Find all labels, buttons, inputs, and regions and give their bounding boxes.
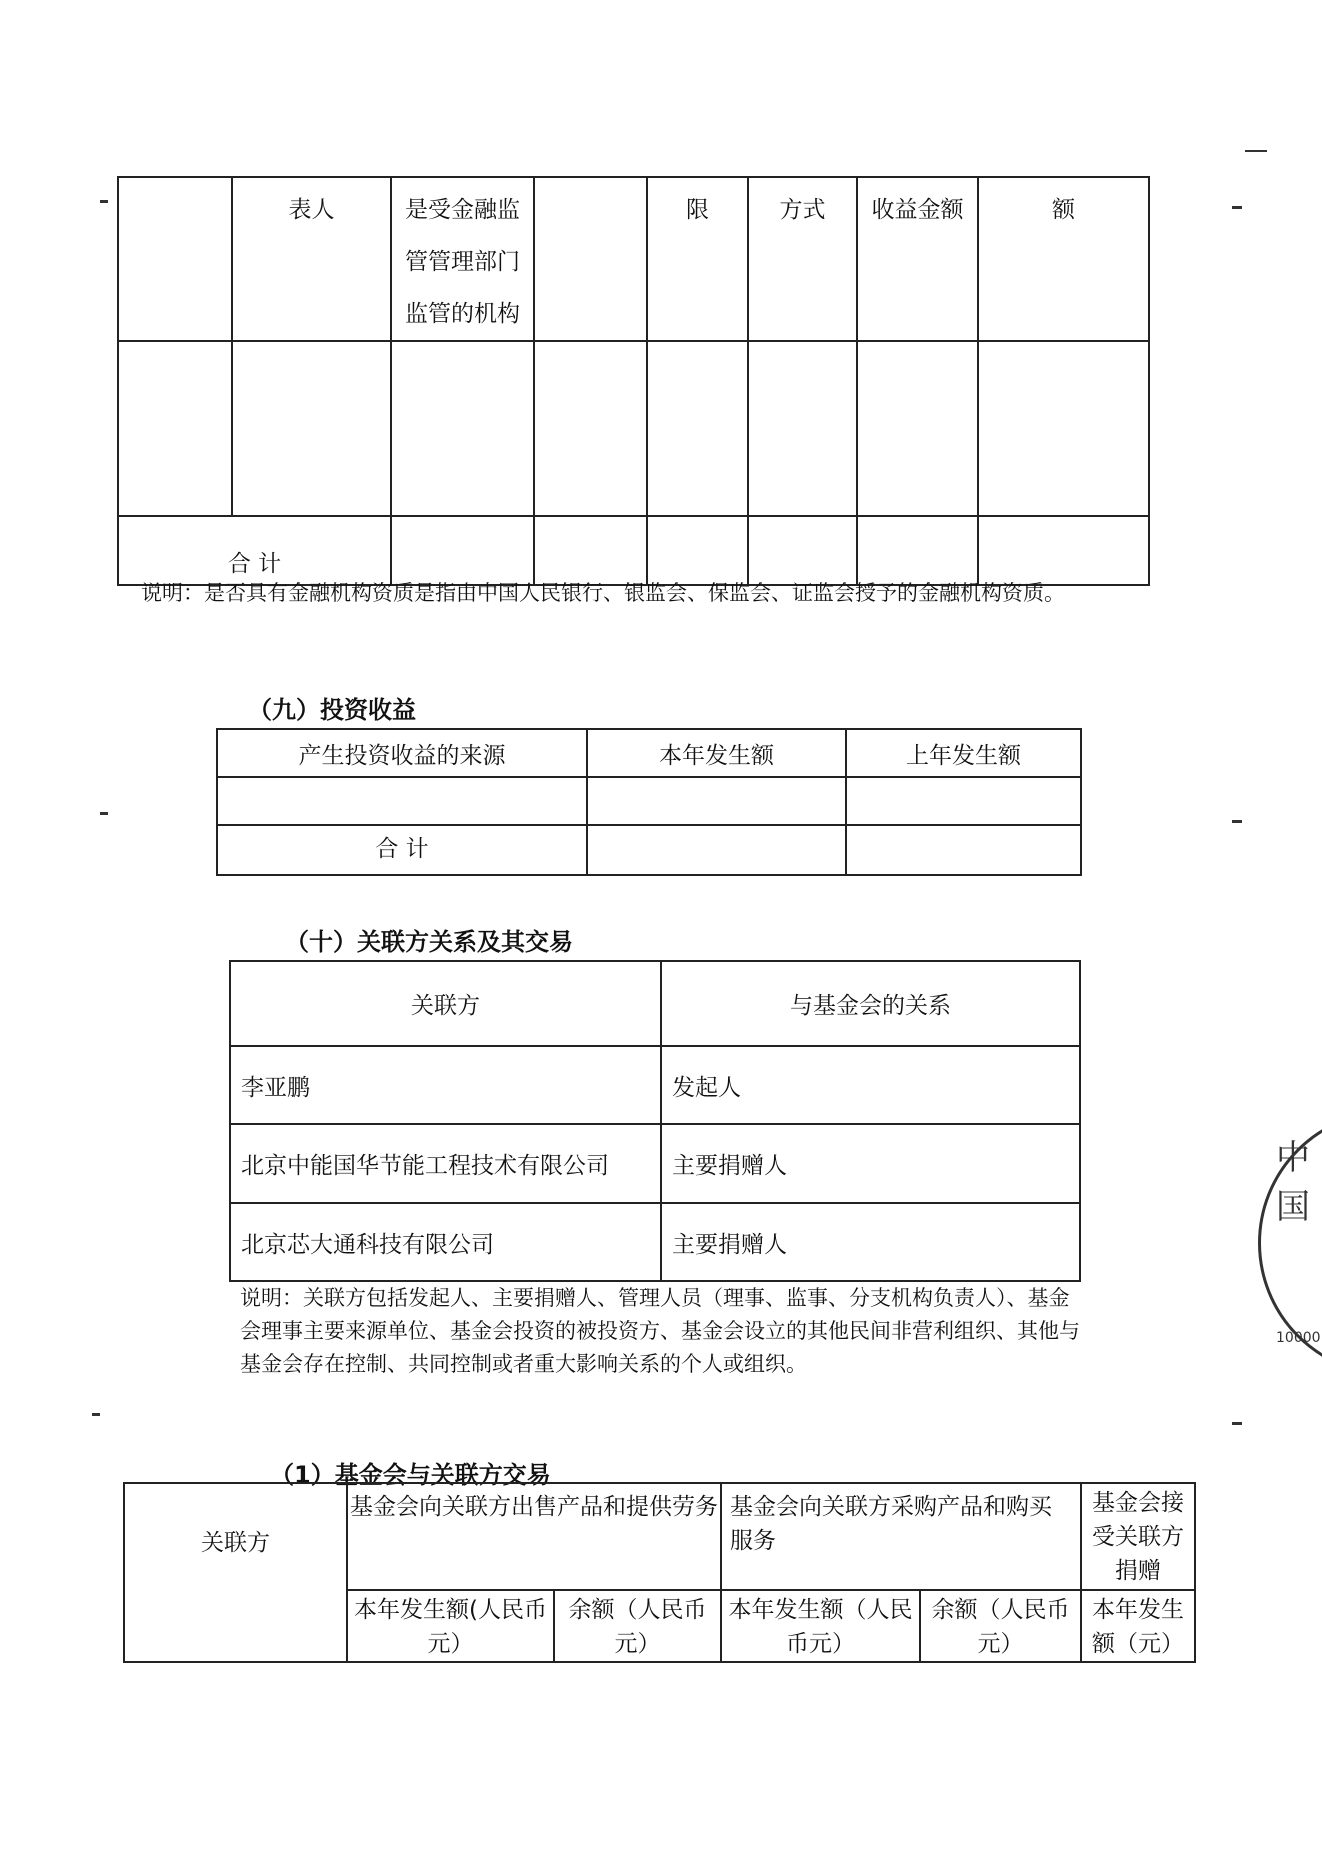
top-total-label: 合 计	[118, 516, 391, 585]
subsection-1-heading: （1）基金会与关联方交易	[270, 1461, 551, 1489]
note-related-party: 说明：关联方包括发起人、主要捐赠人、管理人员（理事、监事、分支机构负责人）、基金会理事主要来源单位、基金会投资的被投资方、基金会设立的其他民间非营利组织、其他与基金会存在控制、共同控制或者重大影响关系的个人或组织。	[240, 1286, 1080, 1376]
header-related-party: 关联方	[230, 961, 661, 1046]
empty-cell	[846, 777, 1081, 825]
seal-text: 中国	[1276, 1138, 1310, 1227]
header-related-party: 关联方	[124, 1483, 347, 1662]
section-10-heading: （十）关联方关系及其交易	[285, 928, 573, 956]
top-header-cell-6: 方式	[748, 177, 857, 341]
related-party-name: 北京芯大通科技有限公司	[230, 1203, 661, 1281]
header-previous-year: 上年发生额	[846, 729, 1081, 777]
top-empty-cell	[534, 516, 647, 585]
header-buy-current: 本年发生额（人民币元）	[721, 1590, 920, 1662]
scan-speck	[1232, 820, 1242, 823]
related-party-relation: 主要捐赠人	[661, 1124, 1080, 1203]
top-empty-cell	[391, 516, 534, 585]
header-buy-group: 基金会向关联方采购产品和购买服务	[721, 1483, 1081, 1590]
empty-cell	[587, 777, 846, 825]
top-empty-cell	[978, 516, 1149, 585]
header-buy-balance: 余额（人民币元）	[920, 1590, 1081, 1662]
scan-speck	[92, 1413, 100, 1416]
top-empty-cell	[118, 341, 232, 516]
scan-speck	[100, 200, 108, 203]
related-transaction-table	[123, 1482, 1196, 1663]
empty-cell	[846, 825, 1081, 875]
top-header-cell-5: 限	[647, 177, 748, 341]
top-header-cell-1	[118, 177, 232, 341]
header-donation-group: 基金会接受关联方捐赠	[1081, 1483, 1195, 1590]
section-9-heading: （九）投资收益	[248, 696, 416, 724]
top-empty-cell	[978, 341, 1149, 516]
header-relationship: 与基金会的关系	[661, 961, 1080, 1046]
top-empty-cell	[647, 341, 748, 516]
top-empty-cell	[857, 516, 978, 585]
top-empty-cell	[748, 516, 857, 585]
header-donation-current: 本年发生额（元）	[1081, 1590, 1195, 1662]
investment-income-table	[216, 728, 1082, 876]
top-header-cell-7: 收益金额	[857, 177, 978, 341]
top-table	[117, 176, 1150, 586]
header-sell-group: 基金会向关联方出售产品和提供劳务	[347, 1483, 721, 1590]
related-party-table	[229, 960, 1081, 1282]
related-party-relation: 主要捐赠人	[661, 1203, 1080, 1281]
scan-speck	[1232, 1422, 1242, 1425]
scan-speck	[100, 812, 108, 815]
related-party-relation: 发起人	[661, 1046, 1080, 1124]
total-label: 合 计	[217, 825, 587, 875]
seal-number: 10000	[1276, 1330, 1321, 1346]
empty-cell	[217, 777, 587, 825]
header-income-source: 产生投资收益的来源	[217, 729, 587, 777]
empty-cell	[587, 825, 846, 875]
note-financial-qualification: 说明：是否具有金融机构资质是指由中国人民银行、银监会、保监会、证监会授予的金融机构资质。	[141, 581, 1065, 605]
scan-speck	[1232, 206, 1242, 209]
top-empty-cell	[647, 516, 748, 585]
top-empty-cell	[748, 341, 857, 516]
top-empty-cell	[534, 341, 647, 516]
top-empty-cell	[391, 341, 534, 516]
official-seal-fragment	[1252, 1110, 1322, 1390]
top-empty-cell	[232, 341, 391, 516]
related-party-name: 北京中能国华节能工程技术有限公司	[230, 1124, 661, 1203]
top-header-cell-8: 额	[978, 177, 1149, 341]
header-current-year: 本年发生额	[587, 729, 846, 777]
top-header-cell-2: 表人	[232, 177, 391, 341]
header-sell-balance: 余额（人民币元）	[554, 1590, 721, 1662]
top-header-cell-3: 是受金融监 管管理部门 监管的机构	[391, 177, 534, 341]
top-empty-cell	[857, 341, 978, 516]
related-party-name: 李亚鹏	[230, 1046, 661, 1124]
header-sell-current: 本年发生额(人民币元）	[347, 1590, 554, 1662]
scan-speck	[1245, 150, 1267, 152]
top-header-cell-4	[534, 177, 647, 341]
